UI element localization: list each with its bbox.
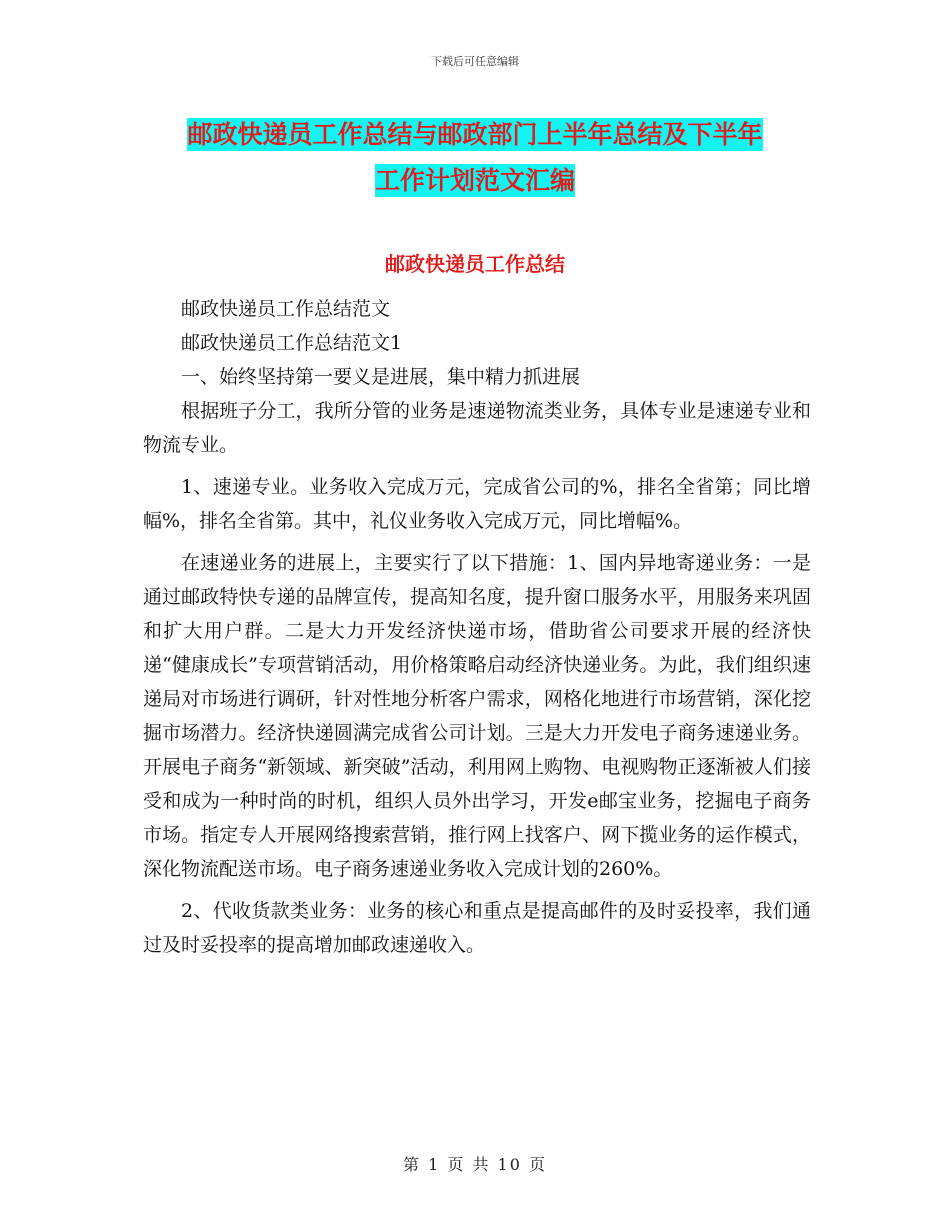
paragraph: 在速递业务的进展上，主要实行了以下措施：1、国内异地寄递业务：一是通过邮政特快专递的品牌宣传，提高知名度，提升窗口服务水平，用服务来巩固和扩大用户群。二是大力开发经济快递市场，借助省公司要求开展的经济快递“健康成长”专项营销活动，用价格策略启动经济快递业务。为此，我们组织速递局对市场进行调研，针对性地分析客户需求，网格化地进行市场营销，深化挖掘市场潜力。经济快递圆满完成省公司计划。三是大力开发电子商务速递业务。开展电子商务“新领域、新突破”活动，利用网上购物、电视购物正逐渐被人们接受和成为一种时尚的时机，组织人员外出学习，开发e邮宝业务，挖掘电子商务市场。指定专人开展网络搜索营销，推行网上找客户、网下揽业务的运作模式，深化物流配送市场。电子商务速递业务收入完成计划的260%。 bbox=[143, 552, 811, 880]
paragraph: 1、速递专业。业务收入完成万元，完成省公司的%，排名全省第；同比增幅%，排名全省第。其中，礼仪业务收入完成万元，同比增幅%。 bbox=[143, 476, 811, 532]
paragraph: 邮政快递员工作总结范文 bbox=[181, 298, 391, 320]
section-title: 邮政快递员工作总结 bbox=[385, 252, 565, 276]
document-title bbox=[150, 112, 800, 204]
page-footer: 第 1 页 共 10 页 bbox=[403, 1155, 547, 1174]
paragraph: 2、代收货款类业务：业务的核心和重点是提高邮件的及时妥投率，我们通过及时妥投率的提高增加邮政速递收入。 bbox=[143, 900, 811, 956]
document-body bbox=[143, 292, 811, 962]
paragraph: 邮政快递员工作总结范文1 bbox=[181, 332, 403, 354]
header-note: 下载后可任意编辑 bbox=[431, 55, 519, 68]
paragraph: 一、始终坚持第一要义是进展，集中精力抓进展 bbox=[181, 366, 581, 388]
document-title-line-2: 工作计划范文汇编 bbox=[374, 166, 575, 195]
document-title-line-1: 邮政快递员工作总结与邮政部门上半年总结及下半年 bbox=[187, 120, 763, 149]
paragraph: 根据班子分工，我所分管的业务是速递物流类业务，具体专业是速递专业和物流专业。 bbox=[143, 400, 811, 456]
